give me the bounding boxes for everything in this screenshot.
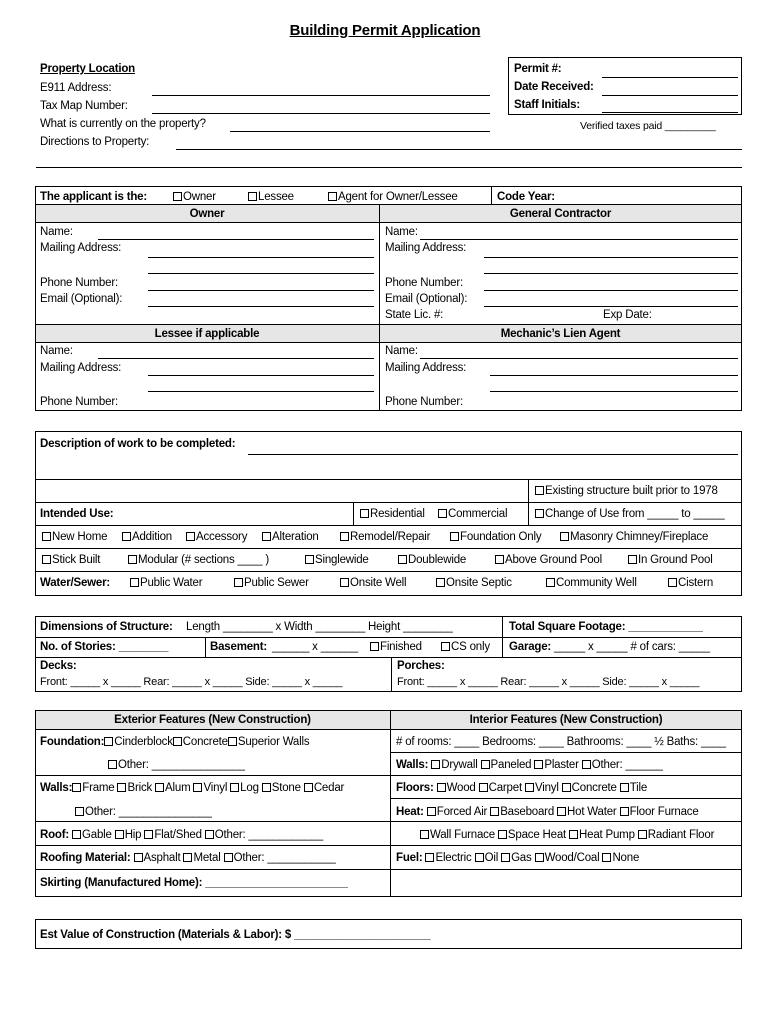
description-field[interactable] (248, 454, 738, 455)
concrete-checkbox[interactable] (173, 737, 182, 746)
divider (36, 821, 741, 822)
total-sq-ft[interactable]: Total Square Footage: ____________ (509, 621, 703, 633)
staff-initials-field[interactable] (602, 112, 738, 113)
accessory-checkbox[interactable] (186, 532, 195, 541)
lien-phone-label: Phone Number: (385, 396, 463, 408)
divider (36, 869, 741, 870)
hot-water-checkbox[interactable] (557, 807, 566, 816)
change-use-option[interactable]: Change of Use from _____ to _____ (535, 507, 724, 521)
vinyl-checkbox[interactable] (193, 783, 202, 792)
lien-name-label: Name: (385, 345, 418, 357)
space-heat-checkbox[interactable] (498, 830, 507, 839)
alteration-checkbox[interactable] (262, 532, 271, 541)
carpet-checkbox[interactable] (479, 783, 488, 792)
change-use-checkbox[interactable] (535, 509, 544, 518)
basement-field[interactable]: ______ x ______ (272, 641, 358, 653)
water-option[interactable]: Community Well (546, 576, 637, 590)
forced-air-checkbox[interactable] (427, 807, 436, 816)
basement-label: Basement: (210, 641, 267, 653)
taxmap-label: Tax Map Number: (40, 100, 128, 112)
heat-label: Heat: (396, 806, 424, 818)
work-option[interactable]: In Ground Pool (628, 553, 713, 567)
lessee-phone-label: Phone Number: (40, 396, 118, 408)
divider (391, 752, 741, 753)
divider (36, 502, 741, 503)
applicant-agent-option[interactable]: Agent for Owner/Lessee (328, 190, 458, 204)
lessee-mailing-label: Mailing Address: (40, 362, 122, 374)
staff-initials-label: Staff Initials: (514, 99, 581, 111)
lien-mailing-field-2[interactable] (490, 391, 738, 392)
gc-name-label: Name: (385, 226, 418, 238)
divider (36, 342, 741, 343)
gc-phone-field[interactable] (484, 290, 738, 291)
work-option[interactable]: Accessory (186, 530, 247, 544)
metal-checkbox[interactable] (183, 853, 192, 862)
divider (205, 637, 206, 657)
commercial-checkbox[interactable] (438, 509, 447, 518)
walls-other-checkbox[interactable] (75, 807, 84, 816)
fuel-label: Fuel: (396, 852, 423, 864)
owner-header: Owner (189, 208, 225, 220)
int-walls-row: Walls: Drywall Paneled Plaster Other: ______ (396, 759, 663, 771)
radiant-floor-checkbox[interactable] (638, 830, 647, 839)
divider (379, 205, 380, 410)
owner-name-field[interactable] (98, 239, 374, 240)
work-option[interactable]: Above Ground Pool (495, 553, 602, 567)
lien-agent-header: Mechanic’s Lien Agent (500, 328, 621, 340)
roof-label: Roof: (40, 829, 70, 841)
work-option[interactable]: Masonry Chimney/Fireplace (560, 530, 708, 544)
divider (353, 502, 354, 525)
gc-mailing-label: Mailing Address: (385, 242, 467, 254)
water-option[interactable]: Onsite Well (340, 576, 406, 590)
foundation-other-checkbox[interactable] (108, 760, 117, 769)
roof-row: Roof: Gable Hip Flat/Shed Other: ____________ (40, 829, 323, 841)
work-option[interactable]: Modular (# sections ____ ) (128, 553, 269, 567)
lien-mailing-field[interactable] (490, 375, 738, 376)
stone-checkbox[interactable] (262, 783, 271, 792)
taxmap-field[interactable] (152, 113, 490, 114)
roof-other-checkbox[interactable] (205, 830, 214, 839)
heat-row: Heat: Forced Air Baseboard Hot Water Floor Furnace (396, 806, 699, 818)
oil-checkbox[interactable] (475, 853, 484, 862)
divider (36, 548, 741, 549)
log-checkbox[interactable] (230, 783, 239, 792)
divider (36, 525, 741, 526)
directions-label: Directions to Property: (40, 136, 150, 148)
in-ground-pool-checkbox[interactable] (628, 555, 637, 564)
gc-mailing-field[interactable] (484, 257, 738, 258)
walls-label: Walls: (40, 782, 73, 794)
floor-concrete-checkbox[interactable] (562, 783, 571, 792)
work-option[interactable]: Alteration (262, 530, 319, 544)
cinderblock-checkbox[interactable] (104, 737, 113, 746)
owner-checkbox[interactable] (173, 192, 182, 201)
lessee-name-field[interactable] (98, 358, 374, 359)
work-option[interactable]: Foundation Only (450, 530, 541, 544)
owner-phone-label: Phone Number: (40, 277, 118, 289)
none-checkbox[interactable] (602, 853, 611, 862)
gable-checkbox[interactable] (72, 830, 81, 839)
divider (36, 845, 741, 846)
alum-checkbox[interactable] (155, 783, 164, 792)
stick-built-checkbox[interactable] (42, 555, 51, 564)
page-title: Building Permit Application (289, 22, 481, 39)
directions-field[interactable] (176, 149, 742, 150)
finished-checkbox[interactable] (370, 642, 379, 651)
e911-label: E911 Address: (40, 82, 112, 94)
flat-shed-checkbox[interactable] (144, 830, 153, 839)
work-option[interactable]: Addition (122, 530, 172, 544)
applicant-label: The applicant is the: (40, 191, 147, 203)
floors-label: Floors: (396, 782, 434, 794)
owner-mailing-field[interactable] (148, 257, 374, 258)
cistern-checkbox[interactable] (668, 578, 677, 587)
owner-mailing-field-2[interactable] (148, 273, 374, 274)
skirting-field[interactable]: Skirting (Manufactured Home): _______________________ (40, 877, 348, 889)
current-label: What is currently on the property? (40, 118, 206, 130)
floor-furnace-checkbox[interactable] (620, 807, 629, 816)
water-sewer-label: Water/Sewer: (40, 577, 111, 589)
roofing-row: Roofing Material: Asphalt Metal Other: ___________ (40, 852, 336, 864)
commercial-option[interactable]: Commercial (438, 507, 507, 521)
heat-row-2: Wall Furnace Space Heat Heat Pump Radiant Floor (420, 828, 714, 842)
lien-name-field[interactable] (420, 358, 738, 359)
permit-no-field[interactable] (602, 77, 738, 78)
tile-checkbox[interactable] (620, 783, 629, 792)
property-heading: Property Location (40, 63, 136, 75)
decks-field[interactable]: Front: _____ x _____ Rear: _____ x _____ Side: _____ x _____ (40, 676, 343, 688)
addition-checkbox[interactable] (122, 532, 131, 541)
divider (36, 571, 741, 572)
description-label: Description of work to be completed: (40, 438, 236, 450)
divider (36, 637, 741, 638)
hip-checkbox[interactable] (115, 830, 124, 839)
gc-header: General Contractor (509, 208, 612, 220)
floor-vinyl-checkbox[interactable] (525, 783, 534, 792)
permit-no-label: Permit #: (514, 63, 562, 75)
electric-checkbox[interactable] (425, 853, 434, 862)
owner-mailing-label: Mailing Address: (40, 242, 122, 254)
work-option[interactable]: Remodel/Repair (340, 530, 430, 544)
existing-checkbox[interactable] (535, 486, 544, 495)
paneled-checkbox[interactable] (481, 760, 490, 769)
heat-pump-checkbox[interactable] (569, 830, 578, 839)
frame-checkbox[interactable] (72, 783, 81, 792)
foundation-only-checkbox[interactable] (450, 532, 459, 541)
divider (391, 798, 741, 799)
finished-option[interactable]: Finished (370, 640, 422, 654)
modular-checkbox[interactable] (128, 555, 137, 564)
gas-checkbox[interactable] (501, 853, 510, 862)
chimney-checkbox[interactable] (560, 532, 569, 541)
work-option[interactable]: Doublewide (398, 553, 466, 567)
community-well-checkbox[interactable] (546, 578, 555, 587)
roofing-other-checkbox[interactable] (224, 853, 233, 862)
onsite-septic-checkbox[interactable] (436, 578, 445, 587)
plaster-checkbox[interactable] (534, 760, 543, 769)
superior-walls-checkbox[interactable] (228, 737, 237, 746)
singlewide-checkbox[interactable] (305, 555, 314, 564)
walls-other[interactable]: Other: _______________ (75, 805, 212, 819)
residential-option[interactable]: Residential (360, 507, 425, 521)
lien-mailing-label: Mailing Address: (385, 362, 467, 374)
gc-phone-label: Phone Number: (385, 277, 463, 289)
new-home-checkbox[interactable] (42, 532, 51, 541)
verified-taxes[interactable]: Verified taxes paid _________ (580, 120, 716, 132)
lessee-checkbox[interactable] (248, 192, 257, 201)
public-sewer-checkbox[interactable] (234, 578, 243, 587)
foundation-other[interactable]: Other: _______________ (108, 758, 245, 772)
water-option[interactable]: Cistern (668, 576, 713, 590)
divider (391, 657, 392, 691)
existing-structure-option[interactable]: Existing structure built prior to 1978 (535, 484, 718, 498)
owner-email-label: Email (Optional): (40, 293, 123, 305)
owner-phone-field[interactable] (148, 290, 374, 291)
stories-field[interactable]: No. of Stories: ________ (40, 641, 169, 653)
date-received-label: Date Received: (514, 81, 594, 93)
drywall-checkbox[interactable] (431, 760, 440, 769)
water-option[interactable]: Onsite Septic (436, 576, 512, 590)
work-option[interactable]: Singlewide (305, 553, 369, 567)
current-field[interactable] (230, 131, 490, 132)
porches-label: Porches: (397, 660, 445, 672)
lessee-mailing-field[interactable] (148, 375, 374, 376)
owner-email-field[interactable] (148, 306, 374, 307)
exterior-header: Exterior Features (New Construction) (114, 714, 311, 726)
water-option[interactable]: Public Water (130, 576, 202, 590)
divider (36, 479, 741, 480)
wood-coal-checkbox[interactable] (535, 853, 544, 862)
dimensions-label: Dimensions of Structure: (40, 621, 173, 633)
garage-label: Garage: (509, 641, 552, 653)
wall-furnace-checkbox[interactable] (420, 830, 429, 839)
baseboard-checkbox[interactable] (490, 807, 499, 816)
brick-checkbox[interactable] (117, 783, 126, 792)
gc-email-field[interactable] (484, 306, 738, 307)
rooms-field[interactable]: # of rooms: ____ Bedrooms: ____ Bathrooms: ____ ½ Baths: ____ (396, 736, 726, 748)
wood-checkbox[interactable] (437, 783, 446, 792)
roofing-label: Roofing Material: (40, 852, 131, 864)
residential-checkbox[interactable] (360, 509, 369, 518)
agent-checkbox[interactable] (328, 192, 337, 201)
foundation-row: Foundation: Cinderblock Concrete Superior Walls (40, 736, 310, 748)
intended-use-label: Intended Use: (40, 508, 114, 520)
public-water-checkbox[interactable] (130, 578, 139, 587)
porches-field[interactable]: Front: _____ x _____ Rear: _____ x _____ Side: _____ x _____ (397, 676, 700, 688)
cedar-checkbox[interactable] (304, 783, 313, 792)
divider (36, 729, 741, 730)
fuel-row: Fuel: Electric Oil Gas Wood/Coal None (396, 852, 640, 864)
e911-field[interactable] (152, 95, 490, 96)
gc-name-field[interactable] (420, 239, 738, 240)
int-walls-label: Walls: (396, 759, 429, 771)
asphalt-checkbox[interactable] (134, 853, 143, 862)
foundation-label: Foundation: (40, 736, 105, 748)
gc-exp-date-label: Exp Date: (603, 309, 652, 321)
onsite-well-checkbox[interactable] (340, 578, 349, 587)
divider (491, 187, 492, 204)
divider (36, 775, 741, 776)
garage-field[interactable]: _____ x _____ # of cars: _____ (554, 641, 710, 653)
interior-header: Interior Features (New Construction) (469, 714, 663, 726)
directions-field-2[interactable] (36, 167, 742, 168)
divider (36, 222, 741, 223)
doublewide-checkbox[interactable] (398, 555, 407, 564)
lessee-name-label: Name: (40, 345, 73, 357)
gc-mailing-field-2[interactable] (484, 273, 738, 274)
applicant-owner-option[interactable]: Owner (173, 190, 216, 204)
code-year-label: Code Year: (497, 191, 555, 203)
cs-only-option[interactable]: CS only (441, 640, 490, 654)
date-received-field[interactable] (602, 95, 738, 96)
above-pool-checkbox[interactable] (495, 555, 504, 564)
work-option[interactable]: New Home (42, 530, 107, 544)
int-walls-other-checkbox[interactable] (582, 760, 591, 769)
walls-row: Walls: Frame Brick Alum Vinyl Log Stone Cedar (40, 782, 345, 794)
lessee-mailing-field-2[interactable] (148, 391, 374, 392)
lessee-header: Lessee if applicable (154, 328, 260, 340)
owner-name-label: Name: (40, 226, 73, 238)
divider (36, 657, 741, 658)
dimensions-field[interactable]: Length ________ x Width ________ Height ________ (186, 621, 453, 633)
applicant-lessee-option[interactable]: Lessee (248, 190, 294, 204)
estimate-field[interactable]: Est Value of Construction (Materials & Labor): $ ______________________ (40, 929, 431, 941)
water-option[interactable]: Public Sewer (234, 576, 309, 590)
floors-row: Floors: Wood Carpet Vinyl Concrete Tile (396, 782, 648, 794)
work-option[interactable]: Stick Built (42, 553, 100, 567)
gc-email-label: Email (Optional): (385, 293, 468, 305)
cs-only-checkbox[interactable] (441, 642, 450, 651)
remodel-checkbox[interactable] (340, 532, 349, 541)
gc-state-lic-label: State Lic. #: (385, 309, 444, 321)
decks-label: Decks: (40, 660, 77, 672)
